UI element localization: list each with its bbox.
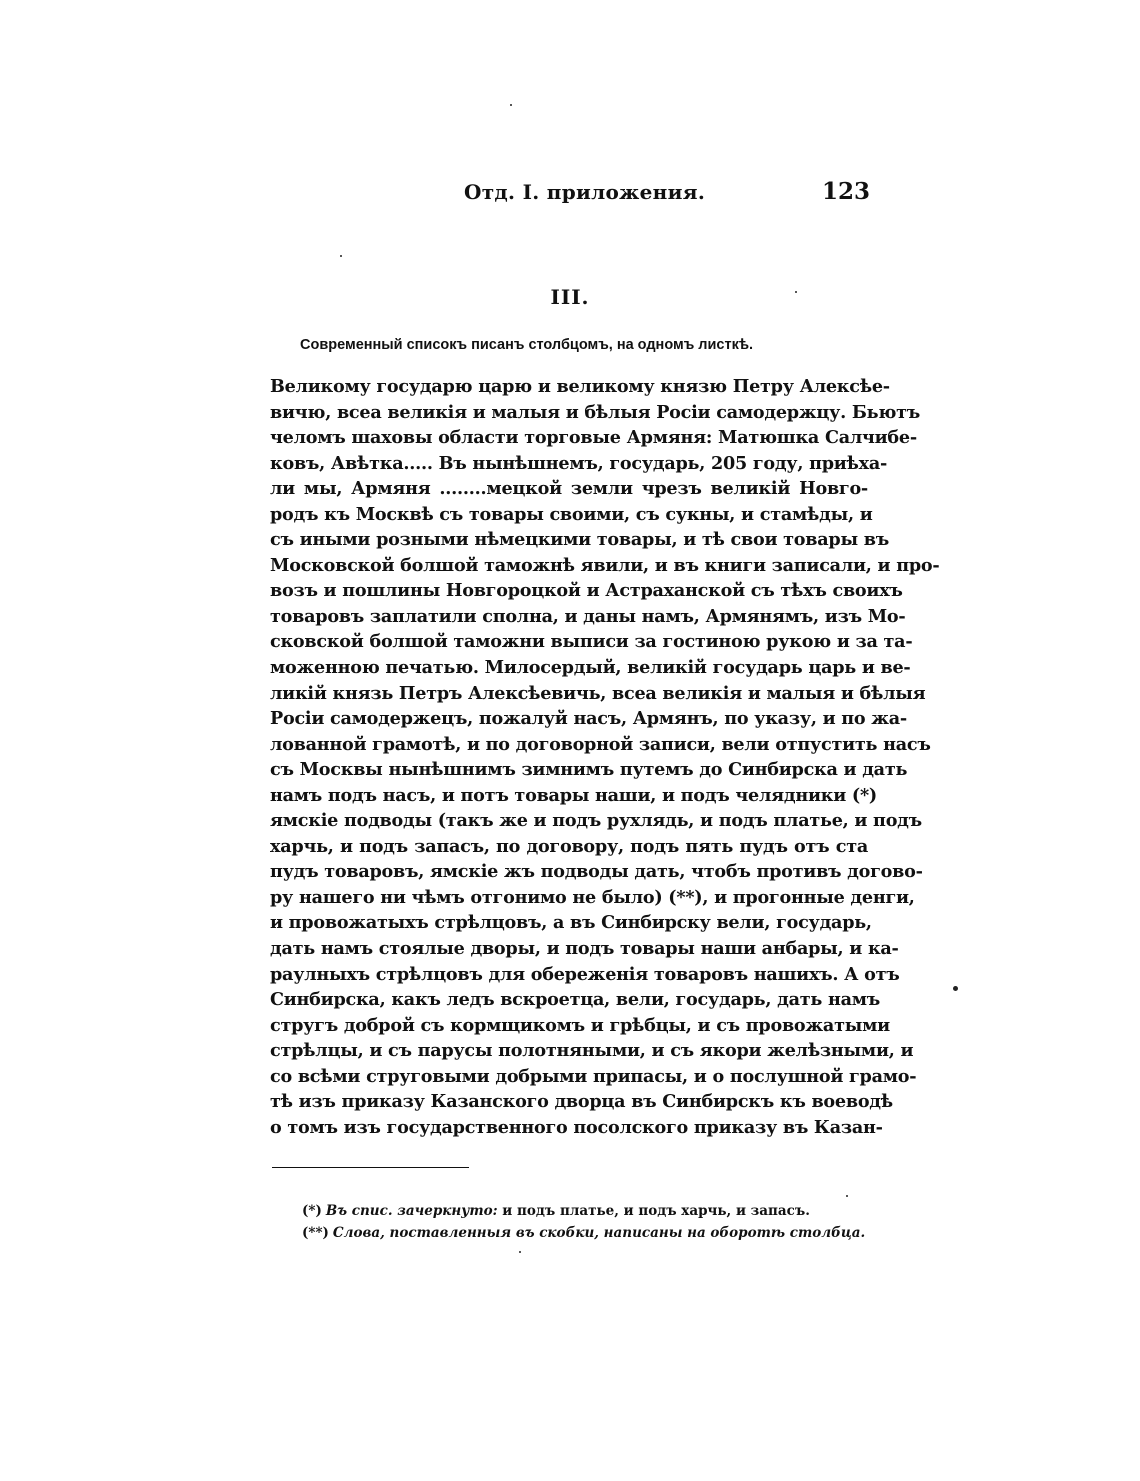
footnote-text: и подъ платье, и подъ харчь, и запасъ. [497,1203,810,1219]
body-line: челомъ шаховы области торговые Армяня: Матюшка Салчибе- [270,427,917,449]
body-line: дать намъ стоялые дворы, и подъ товары наши анбары, и ка- [270,938,899,960]
body-line: съ иными розными нѣмецкими товары, и тѣ свои товары въ [270,529,889,551]
section-number: III. [550,285,590,309]
running-title: Отд. I. приложения. [464,180,706,204]
body-line: стругъ доброй съ кормщикомъ и грѣбцы, и съ провожатыми [270,1014,890,1036]
body-line: съ Москвы нынѣшнимъ зимнимъ путемъ до Синбирска и дать [270,759,908,781]
footnote-mark: (*) [302,1203,322,1219]
body-line: моженною печатью. Милосердый, великій государь царь и ве- [270,657,911,679]
body-line: ру нашего ни чѣмъ отгонимо не было) (**), и прогонные денги, [270,886,915,908]
body-line: Синбирска, какъ ледъ вскроетца, вели, государь, дать намъ [270,989,881,1011]
body-line: стрѣлцы, и съ парусы полотняными, и съ якори желѣзными, и [270,1040,914,1062]
source-note: Современный списокъ писанъ столбцомъ, на одномъ листкѣ. [300,337,754,353]
scan-speck [846,1195,848,1197]
body-line: харчь, и подъ запасъ, по договору, подъ пять пудъ отъ ста [270,835,868,857]
footnote [302,1222,872,1244]
body-line: ковъ, Авѣтка..... Въ нынѣшнемъ, государь, 205 году, приѣха- [270,452,888,474]
body-line: со всѣми струговыми добрыми припасы, и о послушной грамо- [270,1065,917,1087]
footnote-italic: Въ спис. зачеркнуто: [325,1203,498,1219]
body-line: Росіи самодержецъ, пожалуй насъ, Армянъ, по указу, и по жа- [270,708,907,730]
body-line: пудъ товаровъ, ямскіе жъ подводы дать, чтобъ противъ догово- [270,861,923,883]
scan-speck [340,255,342,257]
body-line: ли мы, Армяня ........мецкой земли чрезъ великій Новго- [270,478,868,500]
scan-speck [795,291,797,293]
page-number: 123 [821,178,870,205]
body-line: родъ къ Москвѣ съ товары своими, съ сукны, и стамѣды, и [270,503,873,525]
footnote-italic: Слова, поставленныя въ скобки, написаны на оборотѣ столбца. [332,1225,866,1241]
body-line: и провожатыхъ стрѣлцовъ, а въ Синбирску вели, государь, [270,912,872,934]
scan-speck [953,986,958,991]
scan-speck [510,104,512,106]
body-line: сковской болшой таможни выписи за гостиною рукою и за та- [270,631,913,653]
body-line: тѣ изъ приказу Казанского дворца въ Синбирскъ къ воеводѣ [270,1091,893,1113]
body-line: лованной грамотѣ, и по договорной записи, вели отпустить насъ [270,733,931,755]
body-line: намъ подъ насъ, и потъ товары наши, и подъ челядники (*) [270,784,877,806]
body-line: ликій князь Петръ Алексѣевичь, всеа великія и малыя и бѣлыя [270,682,926,704]
body-line: возъ и пошлины Новгороцкой и Астраханской съ тѣхъ своихъ [270,580,903,602]
body-line: товаровъ заплатили сполна, и даны намъ, Армянямъ, изъ Мо- [270,605,906,627]
body-line: о томъ изъ государственного посолского приказу въ Казан- [270,1116,883,1138]
body-line: вичю, всеа великія и малыя и бѣлыя Росіи самодержцу. Бьютъ [270,401,921,423]
body-text [270,374,940,1140]
footnote-mark: (**) [302,1225,329,1241]
scan-speck [519,1251,521,1253]
page-header [270,178,870,212]
footnote [302,1200,872,1222]
body-line: Московской болшой таможнѣ явили, и въ книги записали, и про- [270,554,940,576]
body-line: раулныхъ стрѣлцовъ для обереженія товаровъ нашихъ. А отъ [270,963,900,985]
body-line: ямскіе подводы (такъ же и подъ рухлядь, и подъ платье, и подъ [270,810,922,832]
footnote-rule [272,1167,469,1168]
body-line: Великому государю царю и великому князю Петру Алексѣе- [270,376,890,397]
footnotes [302,1200,872,1244]
